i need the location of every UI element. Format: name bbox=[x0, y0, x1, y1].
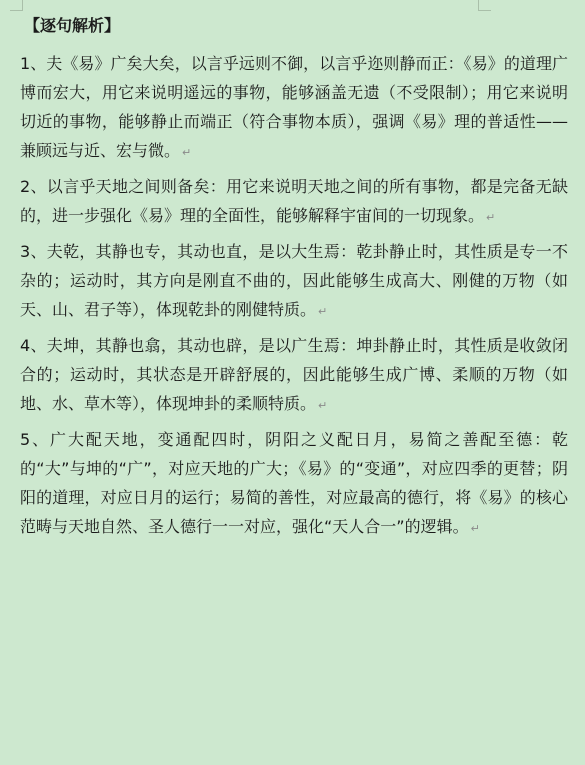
paragraph-mark-icon: ↵ bbox=[318, 305, 328, 318]
paragraph-1 bbox=[20, 49, 568, 167]
document-body bbox=[20, 13, 568, 548]
page-corner-mark-left bbox=[10, 0, 23, 11]
paragraph-5 bbox=[20, 425, 568, 543]
paragraph-2-text: 2、以言乎天地之间则备矣：用它来说明天地之间的所有事物，都是完备无缺的，进一步强化《易》理的全面性，能够解释宇宙间的一切现象。 bbox=[20, 177, 568, 225]
paragraph-mark-icon: ↵ bbox=[486, 211, 496, 224]
page-corner-mark-right bbox=[478, 0, 491, 11]
paragraph-3-text: 3、夫乾，其静也专，其动也直，是以大生焉：乾卦静止时，其性质是专一不杂的；运动时，其方向是刚直不曲的，因此能够生成高大、刚健的万物（如天、山、君子等），体现乾卦的刚健特质。 bbox=[20, 242, 568, 319]
paragraph-mark-icon: ↵ bbox=[470, 522, 480, 535]
paragraph-mark-icon: ↵ bbox=[318, 399, 328, 412]
paragraph-4-text: 4、夫坤，其静也翕，其动也辟，是以广生焉：坤卦静止时，其性质是收敛闭合的；运动时，其状态是开辟舒展的，因此能够生成广博、柔顺的万物（如地、水、草木等），体现坤卦的柔顺特质。 bbox=[20, 336, 568, 413]
paragraph-1-text: 1、夫《易》广矣大矣，以言乎远则不御，以言乎迩则静而正：《易》的道理广博而宏大，用它来说明遥远的事物，能够涵盖无遗（不受限制）；用它来说明切近的事物，能够静止而端正（符合事物本质），强调《易》理的普适性——兼顾远与近、宏与微。 bbox=[20, 54, 568, 160]
section-heading: 【逐句解析】 bbox=[24, 16, 121, 35]
paragraph-4 bbox=[20, 331, 568, 420]
paragraph-mark-icon: ↵ bbox=[182, 146, 192, 159]
paragraph-3 bbox=[20, 237, 568, 326]
paragraph-5-text: 5、广大配天地，变通配四时，阴阳之义配日月，易简之善配至德：乾的“大”与坤的“广”，对应天地的广大；《易》的“变通”，对应四季的更替；阴阳的道理，对应日月的运行；易简的善性，对应最高的德行，将《易》的核心范畴与天地自然、圣人德行一一对应，强化“天人合一”的逻辑。 bbox=[20, 430, 568, 536]
paragraph-2 bbox=[20, 172, 568, 232]
